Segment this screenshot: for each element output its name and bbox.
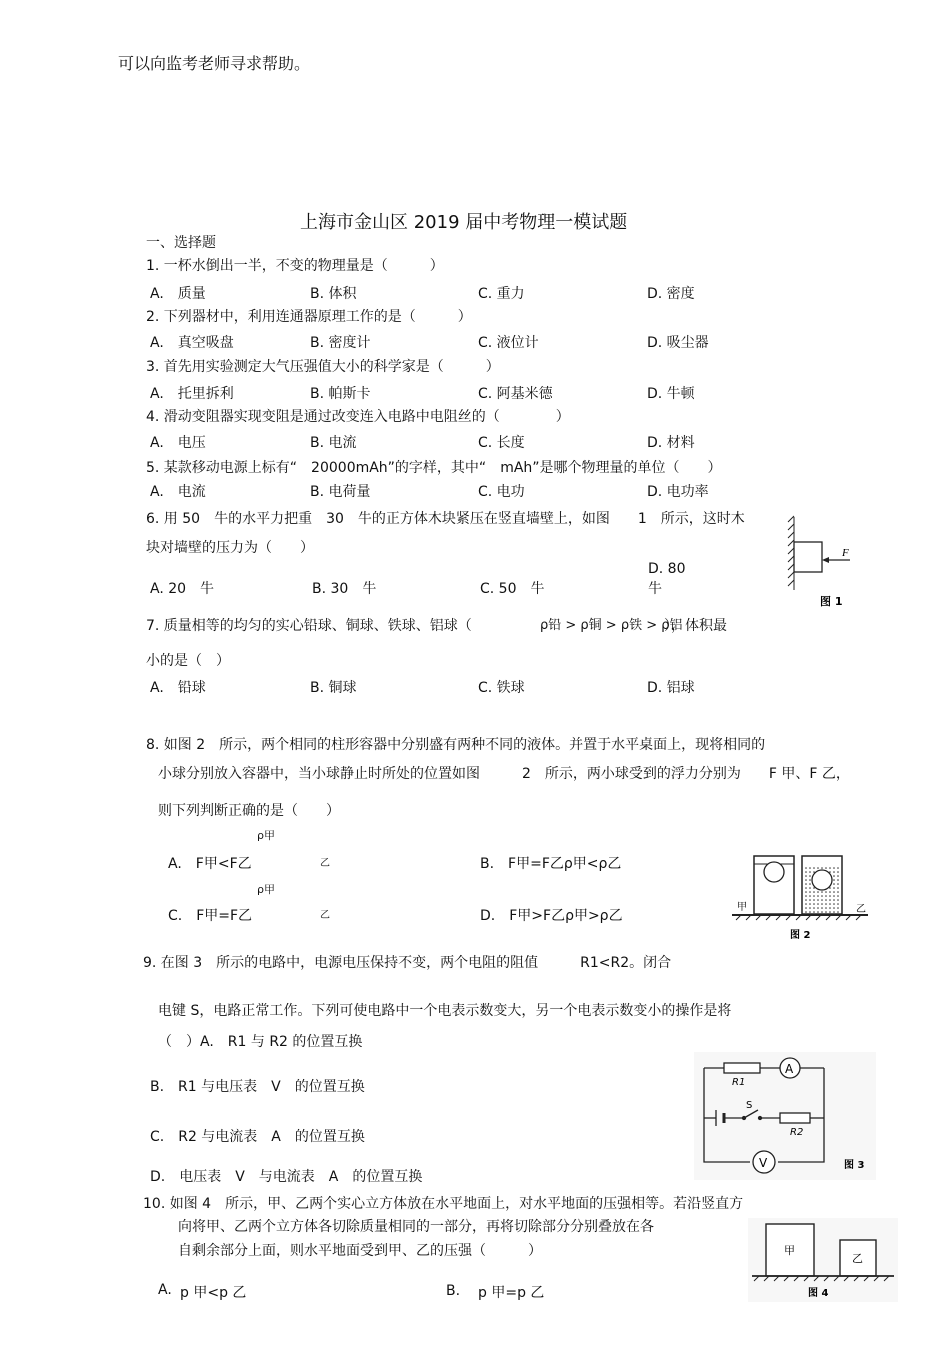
q9-option-c: C. R2 与电流表 A 的位置互换	[150, 1129, 365, 1145]
q7-option-a: A. 铅球	[150, 680, 206, 696]
q6-stem-line1: 6. 用 50 牛的水平力把重 30 牛的正方体木块紧压在竖直墙壁上，如图 1 所示，这时木	[146, 511, 745, 527]
r1-label: R1	[732, 1077, 746, 1088]
q7-stem-line2: 小的是（ ）	[146, 653, 230, 669]
q7-stem-line1-end: ），体积最	[664, 618, 727, 634]
q8-option-a-tail: 乙	[320, 858, 330, 869]
figure-2	[732, 850, 872, 945]
label-jia: 甲	[737, 902, 747, 913]
switch-label: S	[746, 1100, 753, 1111]
q5-option-b: B. 电荷量	[310, 484, 371, 500]
q2-option-c: C. 液位计	[478, 335, 539, 351]
q1-option-c: C. 重力	[478, 286, 525, 302]
q1-option-d: D. 密度	[647, 286, 695, 302]
q8-option-c-tail: 乙	[320, 910, 330, 921]
q7-option-b: B. 铜球	[310, 680, 357, 696]
q7-option-c: C. 铁球	[478, 680, 525, 696]
q9-stem-line3: （ ）A. R1 与 R2 的位置互换	[158, 1034, 363, 1050]
q9-option-b: B. R1 与电压表 V 的位置互换	[150, 1079, 365, 1095]
q4-option-c: C. 长度	[478, 435, 525, 451]
wall-hatch	[788, 516, 794, 590]
r2-label: R2	[790, 1127, 804, 1138]
q1-option-b: B. 体积	[310, 286, 357, 302]
q3-stem: 3. 首先用实验测定大气压强值大小的科学家是（ ）	[146, 359, 500, 375]
q6-option-d-line2: 牛	[648, 581, 662, 597]
figure-4-label: 图 4	[808, 1288, 829, 1299]
q2-option-b: B. 密度计	[310, 335, 371, 351]
q4-option-b: B. 电流	[310, 435, 357, 451]
q5-option-a: A. 电流	[150, 484, 206, 500]
q8-rho-note-1: ρ甲	[257, 829, 275, 842]
q3-option-b: B. 帕斯卡	[310, 386, 371, 402]
wood-block	[794, 542, 822, 572]
section-heading: 一、选择题	[146, 235, 216, 251]
figure-2-label: 图 2	[790, 930, 811, 941]
q4-option-d: D. 材料	[647, 435, 695, 451]
q5-stem: 5. 某款移动电源上标有“ 20000mAh”的字样，其中“ mAh”是哪个物理量的单位（ ）	[146, 460, 722, 476]
q6-option-d-line1: D. 80	[648, 561, 686, 577]
q3-option-d: D. 牛顿	[647, 386, 695, 402]
ball-yi	[812, 870, 832, 890]
q8-stem-line3: 则下列判断正确的是（ ）	[158, 803, 340, 819]
header-note: 可以向监考老师寻求帮助。	[118, 54, 311, 73]
cube-jia-label: 甲	[784, 1244, 795, 1257]
q1-option-a: A. 质量	[150, 286, 206, 302]
ammeter-label: A	[785, 1062, 794, 1076]
q4-option-a: A. 电压	[150, 435, 206, 451]
label-yi: 乙	[856, 904, 866, 915]
q5-option-c: C. 电功	[478, 484, 525, 500]
q9-option-d: D. 电压表 V 与电流表 A 的位置互换	[150, 1169, 423, 1185]
q8-option-d: D. F甲>F乙ρ甲>ρ乙	[480, 908, 623, 924]
q10-option-a: p 甲<p 乙	[180, 1285, 247, 1301]
figure-1	[784, 512, 864, 612]
resistor-r2	[780, 1113, 810, 1123]
q6-option-c: C. 50 牛	[480, 581, 545, 597]
q3-option-c: C. 阿基米德	[478, 386, 553, 402]
q6-option-b: B. 30 牛	[312, 581, 377, 597]
q7-stem-line1: 7. 质量相等的均匀的实心铅球、铜球、铁球、铝球（	[146, 618, 472, 634]
q9-stem-line2: 电键 S，电路正常工作。下列可使电路中一个电表示数变大，另一个电表示数变小的操作是将	[158, 1003, 732, 1019]
q6-option-a: A. 20 牛	[150, 581, 215, 597]
q10-stem-line1: 10. 如图 4 所示，甲、乙两个实心立方体放在水平地面上，对水平地面的压强相等。若沿竖直方	[143, 1196, 744, 1212]
q8-rho-note-2: ρ甲	[257, 883, 275, 896]
q3-option-a: A. 托里拆利	[150, 386, 234, 402]
q10-option-a-label: A.	[158, 1282, 172, 1298]
ball-jia	[764, 862, 784, 882]
figure-3-label: 图 3	[844, 1160, 865, 1171]
q8-stem-line2: 小球分别放入容器中，当小球静止时所处的位置如图 2 所示，两小球受到的浮力分别为 F 甲、F 乙，	[158, 766, 850, 782]
q8-option-b: B. F甲=F乙ρ甲<ρ乙	[480, 856, 622, 872]
q5-option-d: D. 电功率	[647, 484, 709, 500]
q10-stem-line2: 向将甲、乙两个立方体各切除质量相同的一部分，再将切除部分分别叠放在各	[178, 1219, 654, 1235]
q1-stem: 1. 一杯水倒出一半，不变的物理量是（ ）	[146, 258, 444, 274]
q4-stem: 4. 滑动变阻器实现变阻是通过改变连入电路中电阻丝的（ ）	[146, 409, 570, 425]
q8-stem-line1: 8. 如图 2 所示，两个相同的柱形容器中分别盛有两种不同的液体。并置于水平桌面上，现将相同的	[146, 737, 766, 753]
figure-1-label: 图 1	[820, 595, 843, 608]
force-arrowhead	[822, 557, 829, 563]
q8-option-a: A. F甲<F乙	[168, 856, 252, 872]
q10-stem-line3: 自剩余部分上面，则水平地面受到甲、乙的压强（ ）	[178, 1243, 542, 1259]
q2-option-d: D. 吸尘器	[647, 335, 709, 351]
q2-stem: 2. 下列器材中，利用连通器原理工作的是（ ）	[146, 309, 472, 325]
resistor-r1	[724, 1063, 760, 1073]
q7-option-d: D. 铝球	[647, 680, 695, 696]
q10-option-b-label: B.	[446, 1283, 461, 1299]
force-label: F	[842, 547, 849, 559]
figure-3	[694, 1052, 876, 1180]
q6-stem-line2: 块对墙壁的压力为（ ）	[146, 540, 314, 556]
q8-option-c: C. F甲=F乙	[168, 908, 253, 924]
q7-density-relation: ρ铅 > ρ铜 > ρ铁 > ρ铝	[540, 618, 683, 633]
page-title: 上海市金山区 2019 届中考物理一模试题	[300, 212, 628, 233]
cube-yi-label: 乙	[852, 1252, 863, 1265]
q10-option-b: p 甲=p 乙	[478, 1285, 545, 1301]
q9-stem-line1: 9. 在图 3 所示的电路中，电源电压保持不变，两个电阻的阻值 R1<R2。闭合	[143, 955, 672, 971]
voltmeter-label: V	[759, 1156, 768, 1170]
q2-option-a: A. 真空吸盘	[150, 335, 234, 351]
figure-4	[748, 1218, 898, 1302]
